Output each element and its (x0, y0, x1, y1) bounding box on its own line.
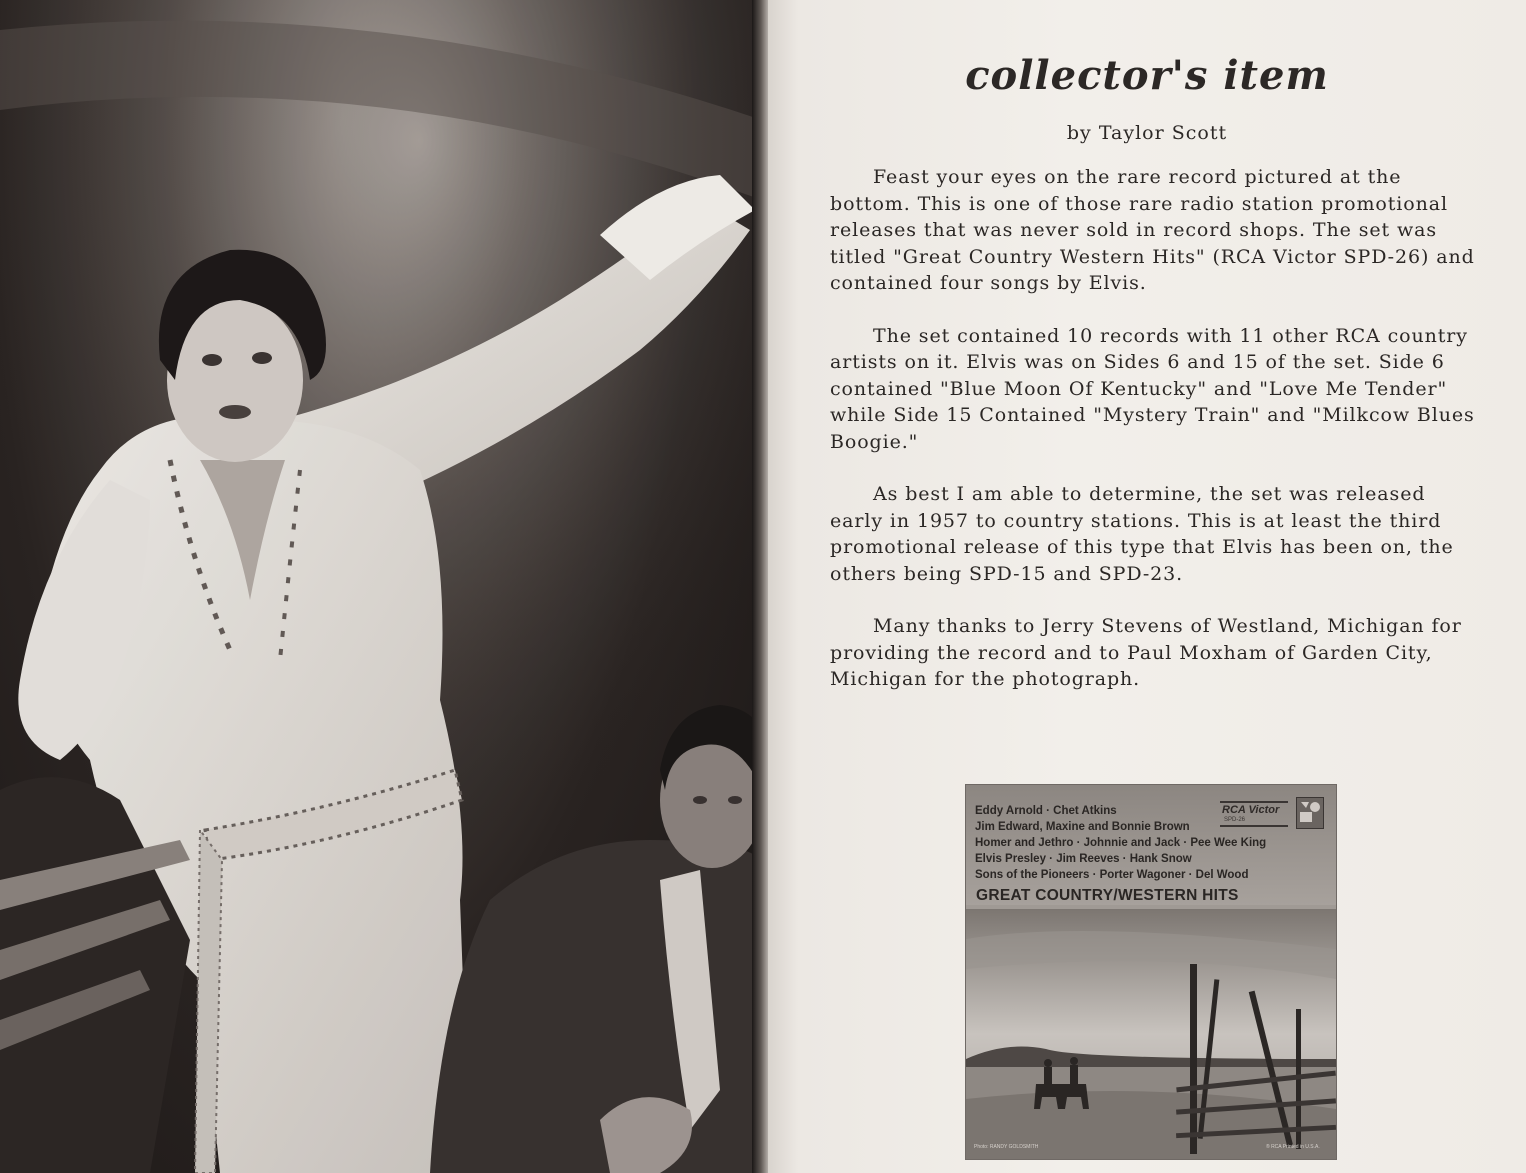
sleeve-artist-line: Sons of the Pioneers · Porter Wagoner · Del Wood (975, 869, 1249, 881)
sleeve-artist-line: Homer and Jethro · Johnnie and Jack · Pee Wee King (975, 837, 1267, 849)
logo-catalog-number: SPD-26 (1224, 817, 1246, 823)
article-paragraph: The set contained 10 records with 11 other RCA country artists on it. Elvis was on Sides 6 and 15 of the set. Side 6 contained "Blue Moon Of Kentucky" and "Love Me Tender" while Side 15 Contained "Mystery Train" and "Milkcow Blues Boogie." (830, 324, 1475, 453)
record-sleeve-image (965, 784, 1337, 1160)
article-byline: by Taylor Scott (1066, 122, 1228, 144)
catalog-mark: ® RCA Printed in U.S.A. (1266, 1144, 1320, 1150)
article-page (768, 0, 1526, 1173)
sleeve-artist-line: Jim Edward, Maxine and Bonnie Brown (975, 821, 1190, 833)
cowboys-ranch-photo (966, 909, 1336, 1159)
article-title: collector's item (965, 52, 1329, 99)
article-paragraph: As best I am able to determine, the set was released early in 1957 to country stations. This is at least the third promotional release of this type that Elvis has been on, the others being SPD-15 and SPD-23. (830, 483, 1454, 585)
performer-photo-illustration (0, 0, 762, 1173)
rca-victor-logo (1220, 801, 1288, 827)
nipper-dog-icon (1296, 797, 1324, 829)
logo-text: RCA Victor (1222, 804, 1280, 816)
article-body (830, 164, 1480, 719)
sleeve-artist-line: Elvis Presley · Jim Reeves · Hank Snow (975, 853, 1192, 865)
photo-credit: Photo: RANDY GOLDSMITH (974, 1144, 1039, 1150)
sleeve-artist-line: Eddy Arnold · Chet Atkins (975, 805, 1117, 817)
article-paragraph: Feast your eyes on the rare record pictured at the bottom. This is one of those rare radio station promotional releases that was never sold in record shops. The set was titled "Great Country Western Hits" (RCA Victor SPD-26) and contained four songs by Elvis. (830, 166, 1475, 294)
article-paragraph: Many thanks to Jerry Stevens of Westland, Michigan for providing the record and to Paul Moxham of Garden City, Michigan for the photograph. (830, 615, 1462, 690)
concert-photograph (0, 0, 762, 1173)
album-title: GREAT COUNTRY/WESTERN HITS (976, 887, 1239, 904)
